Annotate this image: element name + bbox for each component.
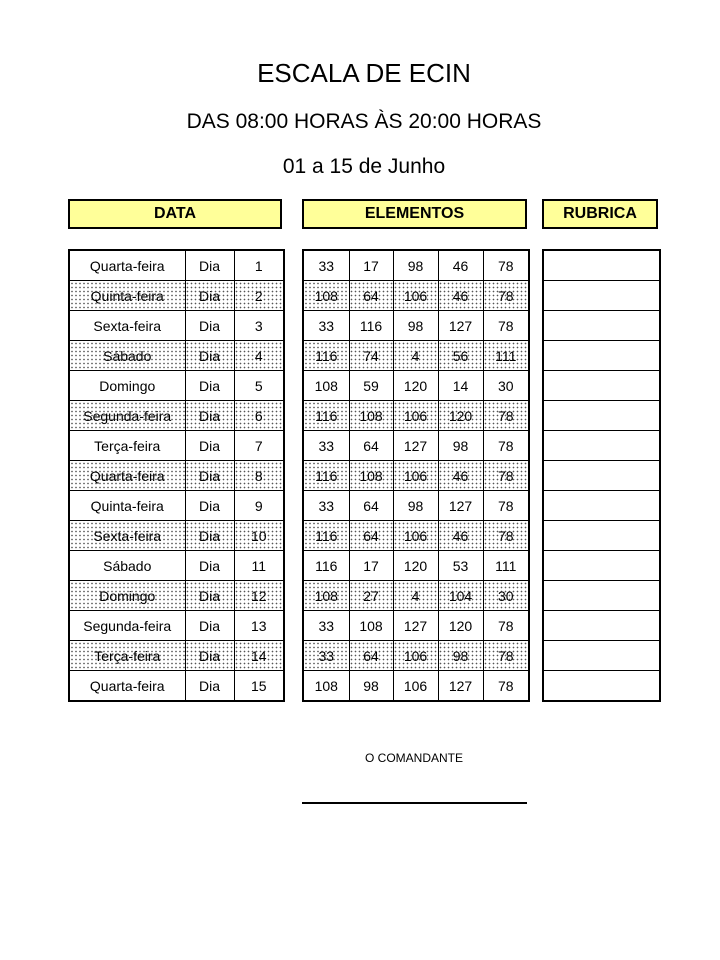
day-number-cell: 15 <box>234 671 284 702</box>
table-row <box>69 521 284 551</box>
elemento-cell: 33 <box>303 431 349 461</box>
weekday-cell: Segunda-feira <box>69 401 185 431</box>
date-table <box>68 249 285 702</box>
day-number-cell: 1 <box>234 250 284 281</box>
elemento-cell: 116 <box>303 551 349 581</box>
elemento-cell: 27 <box>349 581 393 611</box>
weekday-cell: Quarta-feira <box>69 461 185 491</box>
table-row <box>303 341 529 371</box>
table-row <box>543 461 660 491</box>
table-row <box>543 250 660 281</box>
elemento-cell: 108 <box>303 671 349 702</box>
elemento-cell: 106 <box>393 401 438 431</box>
table-row <box>303 371 529 401</box>
rubrica-table <box>542 249 661 702</box>
elemento-cell: 78 <box>483 641 529 671</box>
day-number-cell: 7 <box>234 431 284 461</box>
elemento-cell: 116 <box>303 401 349 431</box>
elemento-cell: 78 <box>483 491 529 521</box>
weekday-cell: Sábado <box>69 341 185 371</box>
elemento-cell: 46 <box>438 250 483 281</box>
rubrica-cell[interactable] <box>543 311 660 341</box>
day-number-cell: 9 <box>234 491 284 521</box>
table-row <box>303 581 529 611</box>
day-number-cell: 8 <box>234 461 284 491</box>
table-row <box>69 341 284 371</box>
weekday-cell: Domingo <box>69 371 185 401</box>
elemento-cell: 108 <box>303 581 349 611</box>
table-row <box>303 281 529 311</box>
table-row <box>69 371 284 401</box>
signature-label: O COMANDANTE <box>364 751 463 765</box>
table-row <box>69 611 284 641</box>
dia-label-cell: Dia <box>185 341 234 371</box>
rubrica-cell[interactable] <box>543 431 660 461</box>
elemento-cell: 116 <box>303 341 349 371</box>
elemento-cell: 98 <box>393 311 438 341</box>
elemento-cell: 64 <box>349 521 393 551</box>
day-number-cell: 4 <box>234 341 284 371</box>
elemento-cell: 98 <box>393 250 438 281</box>
elemento-cell: 4 <box>393 341 438 371</box>
table-row <box>69 641 284 671</box>
elemento-cell: 33 <box>303 311 349 341</box>
elemento-cell: 98 <box>349 671 393 702</box>
rubrica-cell[interactable] <box>543 401 660 431</box>
elementos-table <box>302 249 530 702</box>
elemento-cell: 106 <box>393 671 438 702</box>
table-row <box>303 311 529 341</box>
dia-label-cell: Dia <box>185 491 234 521</box>
schedule-period: 01 a 15 de Junho <box>282 155 446 178</box>
elemento-cell: 78 <box>483 431 529 461</box>
elemento-cell: 108 <box>349 611 393 641</box>
rubrica-cell[interactable] <box>543 371 660 401</box>
day-number-cell: 11 <box>234 551 284 581</box>
table-row <box>543 611 660 641</box>
table-row <box>303 401 529 431</box>
elemento-cell: 53 <box>438 551 483 581</box>
elemento-cell: 33 <box>303 491 349 521</box>
rubrica-cell[interactable] <box>543 641 660 671</box>
schedule-hours: DAS 08:00 HORAS ÀS 20:00 HORAS <box>186 110 542 133</box>
table-row <box>543 581 660 611</box>
day-number-cell: 2 <box>234 281 284 311</box>
elemento-cell: 106 <box>393 281 438 311</box>
elemento-cell: 74 <box>349 341 393 371</box>
day-number-cell: 3 <box>234 311 284 341</box>
dia-label-cell: Dia <box>185 401 234 431</box>
table-row <box>543 341 660 371</box>
table-row <box>543 491 660 521</box>
elemento-cell: 78 <box>483 311 529 341</box>
day-number-cell: 14 <box>234 641 284 671</box>
elemento-cell: 30 <box>483 371 529 401</box>
weekday-cell: Quinta-feira <box>69 281 185 311</box>
elemento-cell: 120 <box>393 551 438 581</box>
table-row <box>69 551 284 581</box>
elemento-cell: 64 <box>349 281 393 311</box>
elemento-cell: 64 <box>349 431 393 461</box>
table-row <box>69 281 284 311</box>
weekday-cell: Quinta-feira <box>69 491 185 521</box>
elemento-cell: 127 <box>393 431 438 461</box>
elemento-cell: 64 <box>349 641 393 671</box>
header-data: DATA <box>68 199 282 229</box>
weekday-cell: Terça-feira <box>69 431 185 461</box>
rubrica-cell[interactable] <box>543 250 660 281</box>
table-row <box>303 461 529 491</box>
elemento-cell: 78 <box>483 461 529 491</box>
elemento-cell: 120 <box>438 611 483 641</box>
table-row <box>543 641 660 671</box>
table-row <box>543 671 660 702</box>
elemento-cell: 33 <box>303 611 349 641</box>
signature-line <box>302 802 527 804</box>
elemento-cell: 78 <box>483 611 529 641</box>
weekday-cell: Sexta-feira <box>69 521 185 551</box>
elemento-cell: 4 <box>393 581 438 611</box>
table-row <box>543 551 660 581</box>
weekday-cell: Quarta-feira <box>69 250 185 281</box>
elemento-cell: 111 <box>483 341 529 371</box>
table-row <box>69 671 284 702</box>
elemento-cell: 108 <box>349 461 393 491</box>
elemento-cell: 30 <box>483 581 529 611</box>
table-row <box>303 431 529 461</box>
elemento-cell: 78 <box>483 521 529 551</box>
table-row <box>69 311 284 341</box>
elemento-cell: 78 <box>483 250 529 281</box>
elemento-cell: 78 <box>483 401 529 431</box>
elemento-cell: 127 <box>438 491 483 521</box>
weekday-cell: Sábado <box>69 551 185 581</box>
elemento-cell: 59 <box>349 371 393 401</box>
elemento-cell: 116 <box>303 461 349 491</box>
dia-label-cell: Dia <box>185 371 234 401</box>
table-row <box>303 491 529 521</box>
rubrica-cell[interactable] <box>543 281 660 311</box>
elemento-cell: 64 <box>349 491 393 521</box>
header-elementos: ELEMENTOS <box>302 199 527 229</box>
dia-label-cell: Dia <box>185 311 234 341</box>
dia-label-cell: Dia <box>185 671 234 702</box>
elemento-cell: 56 <box>438 341 483 371</box>
rubrica-cell[interactable] <box>543 521 660 551</box>
elemento-cell: 108 <box>303 371 349 401</box>
elemento-cell: 111 <box>483 551 529 581</box>
dia-label-cell: Dia <box>185 551 234 581</box>
dia-label-cell: Dia <box>185 611 234 641</box>
elemento-cell: 106 <box>393 521 438 551</box>
dia-label-cell: Dia <box>185 581 234 611</box>
day-number-cell: 6 <box>234 401 284 431</box>
elemento-cell: 33 <box>303 641 349 671</box>
table-row <box>303 551 529 581</box>
header-rubrica: RUBRICA <box>542 199 658 229</box>
day-number-cell: 10 <box>234 521 284 551</box>
rubrica-cell[interactable] <box>543 581 660 611</box>
table-row <box>543 311 660 341</box>
elemento-cell: 33 <box>303 250 349 281</box>
elemento-cell: 78 <box>483 671 529 702</box>
elemento-cell: 14 <box>438 371 483 401</box>
table-row <box>69 461 284 491</box>
elemento-cell: 127 <box>438 671 483 702</box>
weekday-cell: Sexta-feira <box>69 311 185 341</box>
table-row <box>543 401 660 431</box>
elemento-cell: 116 <box>349 311 393 341</box>
table-row <box>69 250 284 281</box>
rubrica-cell[interactable] <box>543 341 660 371</box>
elemento-cell: 127 <box>393 611 438 641</box>
elemento-cell: 120 <box>393 371 438 401</box>
dia-label-cell: Dia <box>185 431 234 461</box>
elemento-cell: 116 <box>303 521 349 551</box>
table-row <box>543 371 660 401</box>
elemento-cell: 78 <box>483 281 529 311</box>
table-row <box>69 491 284 521</box>
rubrica-cell[interactable] <box>543 551 660 581</box>
dia-label-cell: Dia <box>185 461 234 491</box>
elemento-cell: 104 <box>438 581 483 611</box>
dia-label-cell: Dia <box>185 281 234 311</box>
weekday-cell: Terça-feira <box>69 641 185 671</box>
elemento-cell: 46 <box>438 281 483 311</box>
elemento-cell: 46 <box>438 521 483 551</box>
rubrica-cell[interactable] <box>543 671 660 702</box>
elemento-cell: 98 <box>393 491 438 521</box>
table-row <box>69 581 284 611</box>
day-number-cell: 13 <box>234 611 284 641</box>
weekday-cell: Segunda-feira <box>69 611 185 641</box>
table-row <box>303 611 529 641</box>
table-row <box>543 431 660 461</box>
day-number-cell: 12 <box>234 581 284 611</box>
table-row <box>303 641 529 671</box>
dia-label-cell: Dia <box>185 641 234 671</box>
page-title: ESCALA DE ECIN <box>257 58 471 88</box>
elemento-cell: 127 <box>438 311 483 341</box>
elemento-cell: 46 <box>438 461 483 491</box>
table-row <box>69 431 284 461</box>
elemento-cell: 108 <box>303 281 349 311</box>
table-row <box>303 250 529 281</box>
elemento-cell: 17 <box>349 250 393 281</box>
table-row <box>303 671 529 702</box>
rubrica-cell[interactable] <box>543 461 660 491</box>
rubrica-cell[interactable] <box>543 611 660 641</box>
elemento-cell: 106 <box>393 461 438 491</box>
day-number-cell: 5 <box>234 371 284 401</box>
elemento-cell: 108 <box>349 401 393 431</box>
elemento-cell: 106 <box>393 641 438 671</box>
table-row <box>543 281 660 311</box>
elemento-cell: 120 <box>438 401 483 431</box>
table-row <box>303 521 529 551</box>
weekday-cell: Quarta-feira <box>69 671 185 702</box>
elemento-cell: 98 <box>438 641 483 671</box>
table-row <box>69 401 284 431</box>
rubrica-cell[interactable] <box>543 491 660 521</box>
dia-label-cell: Dia <box>185 250 234 281</box>
dia-label-cell: Dia <box>185 521 234 551</box>
weekday-cell: Domingo <box>69 581 185 611</box>
table-row <box>543 521 660 551</box>
elemento-cell: 17 <box>349 551 393 581</box>
elemento-cell: 98 <box>438 431 483 461</box>
